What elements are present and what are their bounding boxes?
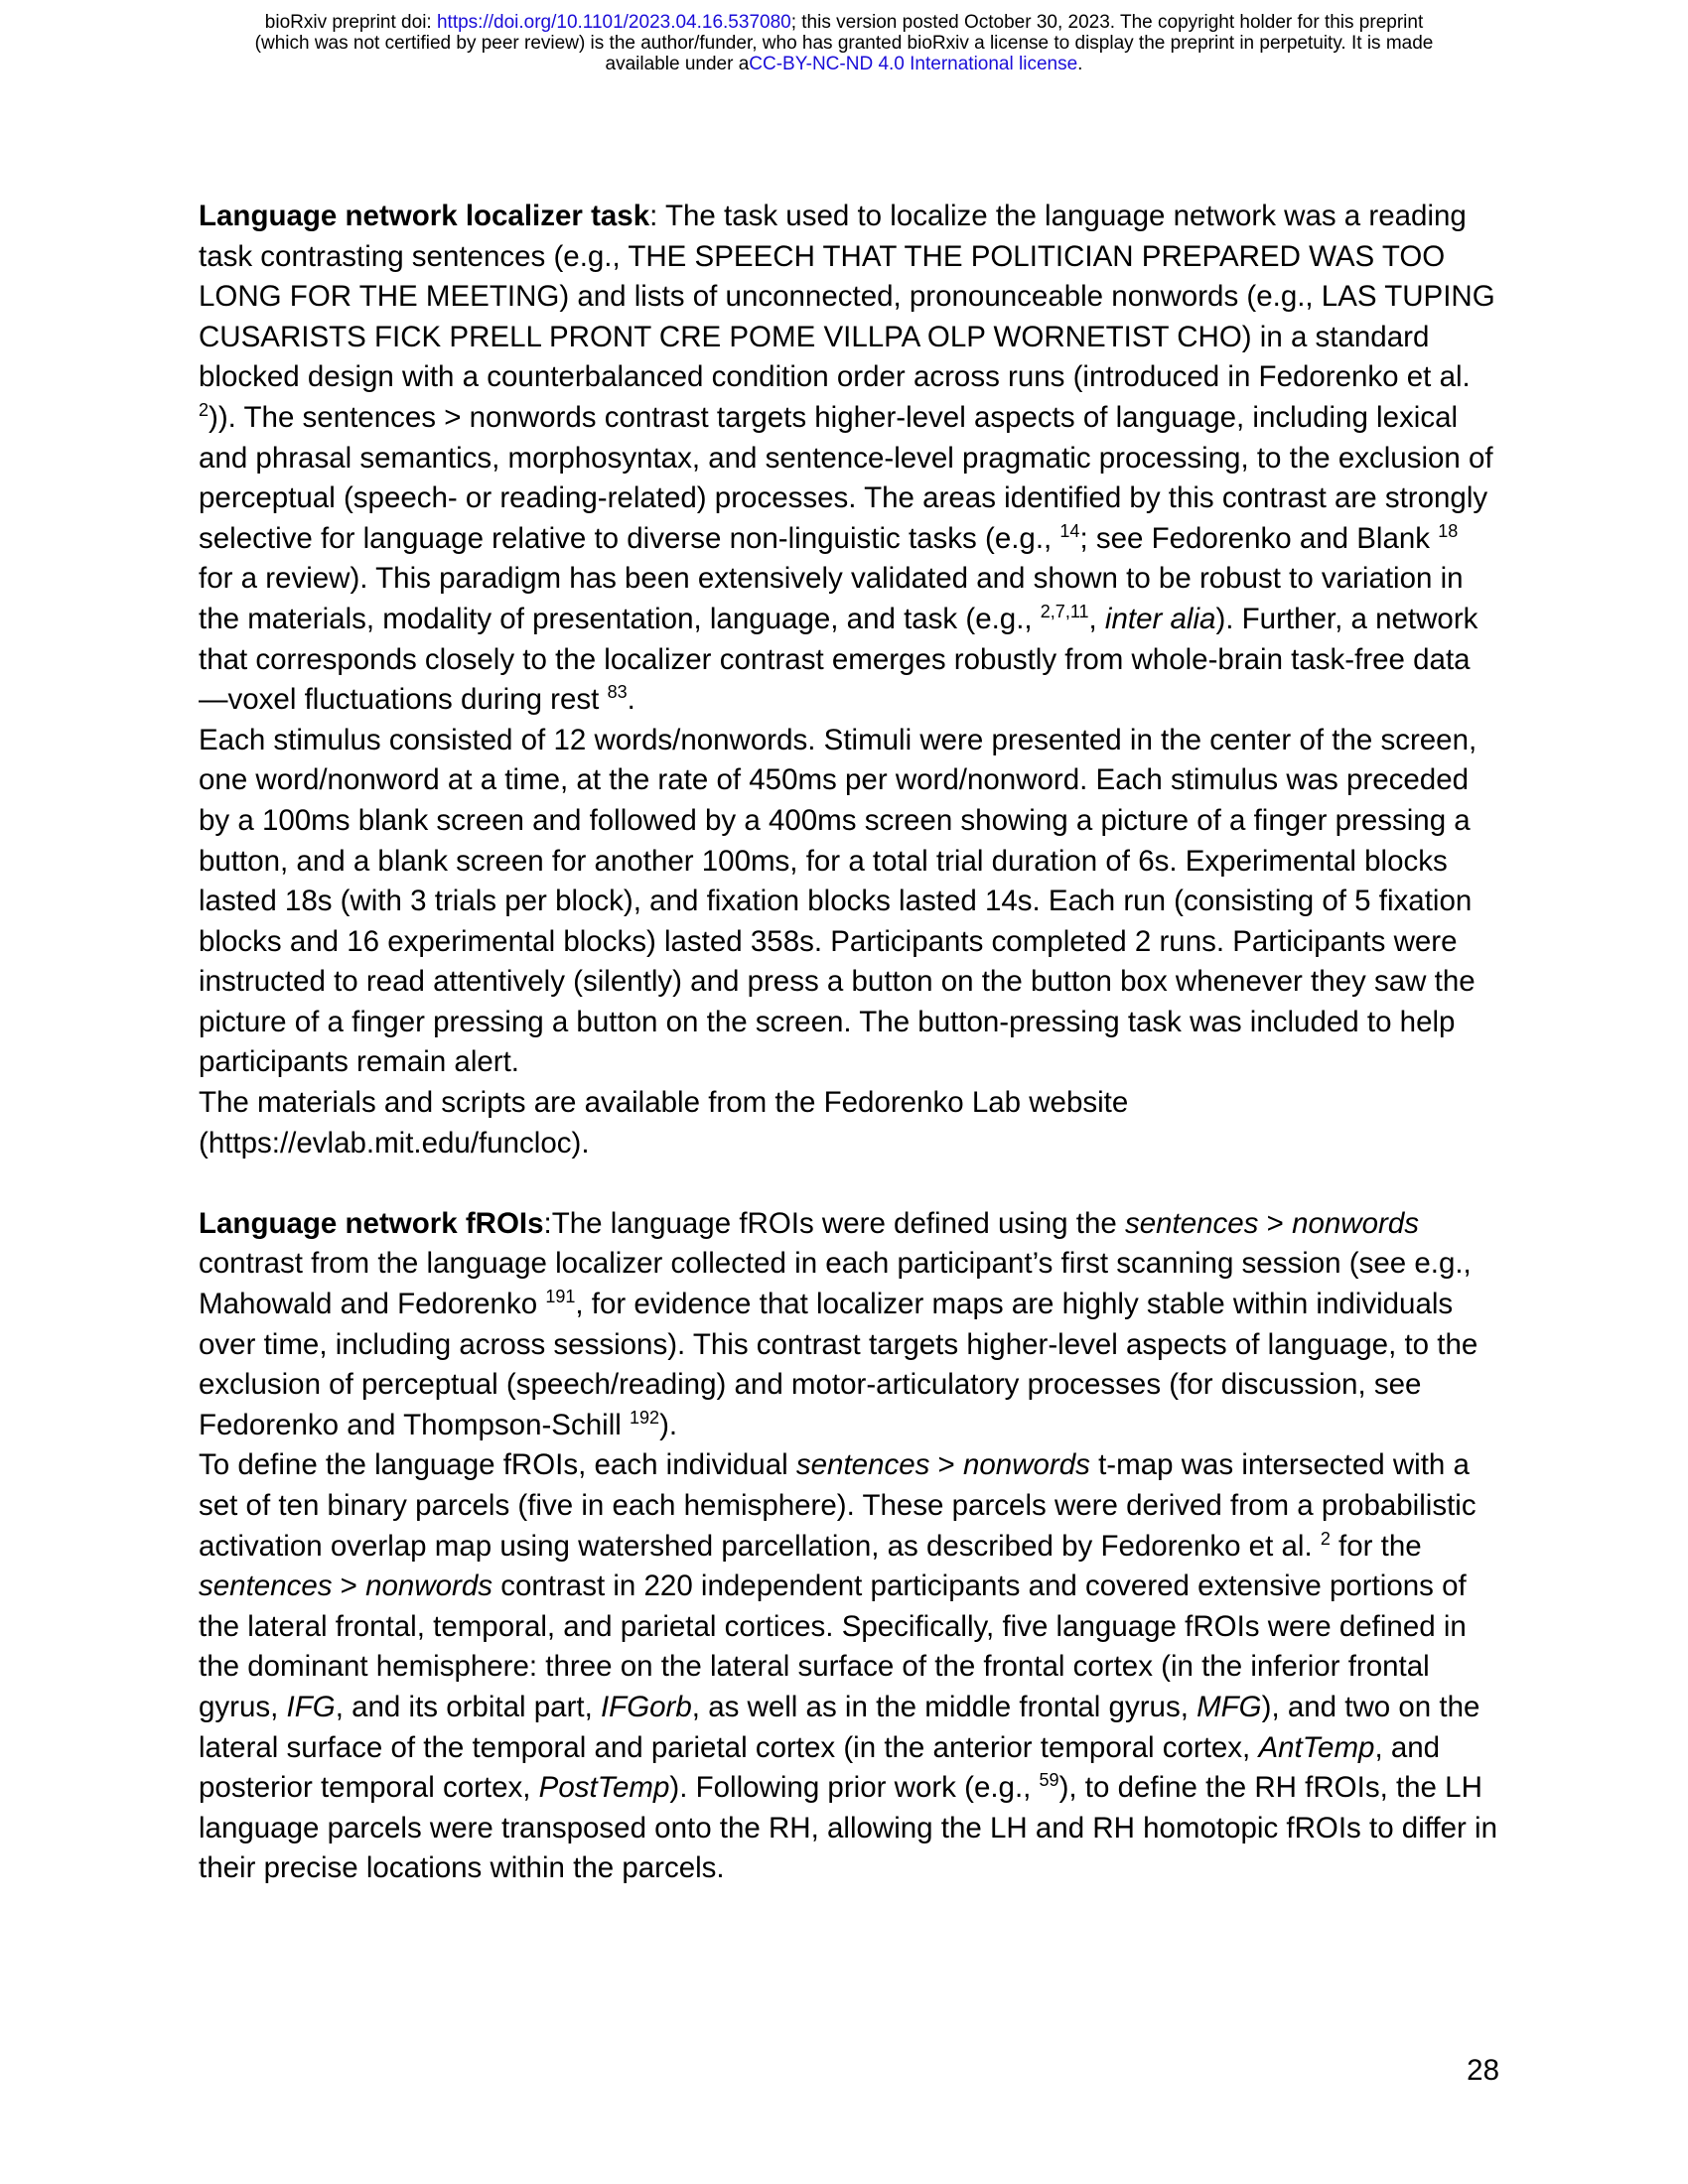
body-text: . [627,683,635,717]
italic-text: MFG [1196,1690,1262,1723]
body-text: , and its orbital part, [335,1690,601,1723]
localizer-task-paragraph [199,197,1499,721]
citation: 2 [1320,1528,1331,1549]
body-text: , for evidence that localizer maps are highly stable within individuals over time, including across sessions). This contrast targets higher-level aspects of language, to the exclusion of perceptual (speech/reading) and motor-articulatory processes (for discussion, see Fedorenko and Thompson-Schill [199,1288,1478,1441]
froi-definition-paragraph [199,1445,1499,1889]
header-text: bioRxiv preprint doi: [264,12,437,33]
italic-text: inter alia [1104,602,1216,635]
italic-text: sentences [795,1448,930,1482]
italic-text: IFGorb [600,1690,692,1723]
citation: 14 [1059,520,1080,541]
body-text: t-map was intersected with a set of ten binary parcels (five in each hemisphere). These parcels were derived from a probabilistic activation overlap map using watershed parcellation, as described by Fedorenko et al. [199,1448,1477,1563]
body-text: > [332,1570,366,1603]
page-number: 28 [1467,2054,1499,2087]
body-text: for the [1330,1529,1422,1563]
body-text: for a review). This paradigm has been extensively validated and shown to be robust to variation in the materials, modality of presentation, language, and task (e.g., [199,562,1464,635]
body-text: ), to define the RH fROIs, the LH language parcels were transposed onto the RH, allowing the LH and RH homotopic fROIs to differ in their precise locations within the parcels. [199,1771,1498,1885]
body-text: ). Following prior work (e.g., [669,1771,1040,1805]
citation: 2,7,11 [1040,601,1089,621]
header-line-2: (which was not certified by peer review) is the author/funder, who has granted bioRxiv a license to display the preprint in perpetuity. It is made [254,33,1434,54]
body-text: ), and two on the lateral surface of the temporal and parietal cortex (in the anterior temporal cortex, [199,1690,1480,1764]
body-text: The materials and scripts are available from the Fedorenko Lab website [199,1086,1129,1120]
italic-text: nonwords [1292,1206,1419,1240]
header-line-1 [0,12,1688,33]
body-text: , [1088,602,1105,635]
body-text: ; see Fedorenko and Blank [1079,521,1439,555]
citation: 18 [1438,520,1459,541]
section-heading: Language network localizer task [199,200,650,232]
body-text: , and posterior temporal cortex, [199,1730,1441,1805]
materials-paragraph [199,1083,1499,1163]
citation: 191 [545,1287,576,1307]
body-text: ). Further, a network that corresponds closely to the localizer contrast emerges robustly from whole-brain task-free data—voxel fluctuations during rest [199,602,1478,717]
italic-text: AntTemp [1258,1730,1375,1764]
italic-text: sentences [199,1570,333,1603]
header-text: . [1077,54,1083,74]
body-text: (https://evlab.mit.edu/funcloc). [199,1126,590,1160]
body-text: contrast in 220 independent participants and covered extensive portions of the lateral frontal, temporal, and parietal cortices. Specifically, five language fROIs were defined in the dominant hemisphere: three on the lateral surface of the frontal cortex (in the inferior frontal gyrus, [199,1570,1467,1723]
italic-text: IFG [286,1690,336,1723]
citation: 192 [630,1407,660,1428]
body-text: :The language fROIs were defined using the [543,1206,1125,1240]
italic-text: sentences [1124,1206,1259,1240]
body-text: > [929,1448,963,1482]
body-text: , as well as in the middle frontal gyrus, [691,1690,1197,1723]
header-line-3 [0,54,1688,74]
body-text: > [1258,1206,1293,1240]
italic-text: nonwords [962,1448,1090,1482]
italic-text: PostTemp [538,1771,670,1805]
body-text: : The task used to localize the language network was a reading task contrasting sentences (e.g., THE SPEECH THAT THE POLITICIAN PREPARED WAS TOO LONG FOR THE MEETING) and lists of unconnected, pronounceable nonwords (e.g., LAS TUPING CUSARISTS FICK PRELL PRONT CRE POME VILLPA OLP WORNETIST CHO) in a standard blocked design with a counterbalanced condition order across runs (introduced in Fedorenko et al. [199,200,1495,394]
body-text: )). The sentences > nonwords contrast targets higher-level aspects of language, including lexical and phrasal semantics, morphosyntax, and sentence-level pragmatic processing, to the exclusion of perceptual (speech- or reading-related) processes. The areas identified by this contrast are strongly selective for language relative to diverse non-linguistic tasks (e.g., [199,400,1493,555]
italic-text: nonwords [365,1570,493,1603]
article-body [199,197,1499,1889]
header-text: ; this version posted October 30, 2023. The copyright holder for this preprint [790,12,1424,33]
citation: 83 [607,682,628,703]
body-text: ). [659,1408,678,1441]
citation: 59 [1039,1770,1059,1791]
body-text: To define the language fROIs, each individual [199,1448,796,1482]
body-text: contrast from the language localizer collected in each participant’s first scanning session (see e.g., Mahowald and Fedorenko [199,1247,1472,1321]
preprint-header [0,12,1688,74]
section-heading: Language network fROIs [199,1206,544,1240]
doi-link[interactable]: https://doi.org/10.1101/2023.04.16.537080 [436,12,791,33]
header-text: available under a [605,54,750,74]
froi-paragraph [199,1204,1499,1446]
license-link[interactable]: CC-BY-NC-ND 4.0 International license [749,54,1078,74]
stimulus-paragraph: Each stimulus consisted of 12 words/nonwords. Stimuli were presented in the center of the screen, one word/nonword at a time, at the rate of 450ms per word/nonword. Each stimulus was preceded by a 100ms blank screen and followed by a 400ms screen showing a picture of a finger pressing a button, and a blank screen for another 100ms, for a total trial duration of 6s. Experimental blocks lasted 18s (with 3 trials per block), and fixation blocks lasted 14s. Each run (consisting of 5 fixation blocks and 16 experimental blocks) lasted 358s. Participants completed 2 runs. Participants were instructed to read attentively (silently) and press a button on the button box whenever they saw the picture of a finger pressing a button on the screen. The button-pressing task was included to help participants remain alert. [199,723,1477,1079]
citation: 2 [199,399,210,420]
paragraph-spacer [199,1163,1499,1204]
